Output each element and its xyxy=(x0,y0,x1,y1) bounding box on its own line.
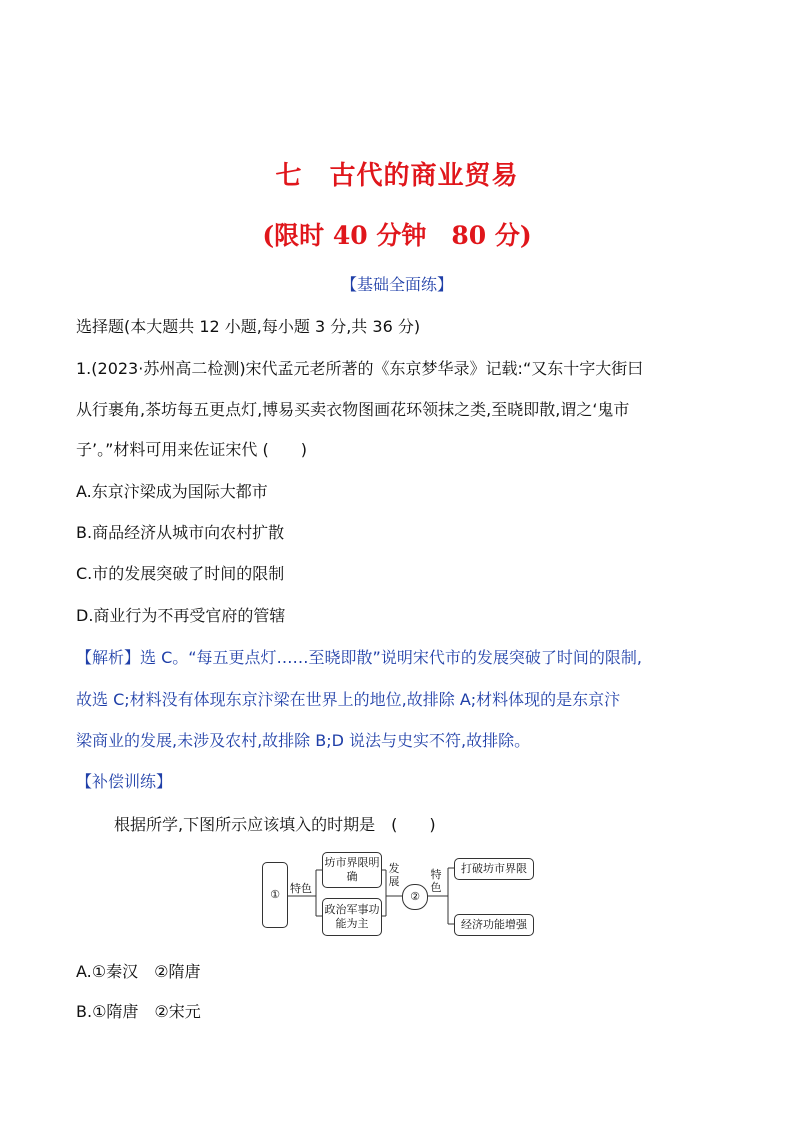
option-b: B.商品经济从城市向农村扩散 xyxy=(76,523,285,542)
diagram-box-break-boundary: 打破坊市界限 xyxy=(454,858,534,880)
page-title: 七 古代的商业贸易 xyxy=(275,161,519,191)
diagram-label-feature-2: 特色 xyxy=(430,868,442,894)
analysis-line-3: 梁商业的发展,未涉及农村,故排除 B;D 说法与史实不符,故排除。 xyxy=(76,731,531,750)
diagram-node-2: ② xyxy=(402,884,428,910)
diagram-box-political: 政治军事功能为主 xyxy=(322,898,382,936)
diagram-label-development: 发展 xyxy=(388,862,400,888)
supplement-heading: 【补偿训练】 xyxy=(76,772,173,791)
analysis-line-1: 【解析】选 C。“每五更点灯……至晓即散”说明宋代市的发展突破了时间的限制, xyxy=(76,648,642,667)
instructions: 选择题(本大题共 12 小题,每小题 3 分,共 36 分) xyxy=(76,317,421,336)
supplement-option-a: A.①秦汉 ②隋唐 xyxy=(76,962,201,981)
flow-diagram xyxy=(258,848,538,938)
option-c: C.市的发展突破了时间的限制 xyxy=(76,564,285,583)
diagram-box-boundary: 坊市界限明确 xyxy=(322,852,382,888)
option-d: D.商业行为不再受官府的管辖 xyxy=(76,606,286,625)
option-a: A.东京汴梁成为国际大都市 xyxy=(76,482,268,501)
question-1-line-2: 从行裹角,茶坊每五更点灯,博易买卖衣物图画花环领抹之类,至晓即散,谓之‘鬼市 xyxy=(76,400,630,419)
question-1-line-3: 子’。”材料可用来佐证宋代 ( ) xyxy=(76,440,307,459)
diagram-box-economic: 经济功能增强 xyxy=(454,914,534,936)
supplement-option-b: B.①隋唐 ②宋元 xyxy=(76,1002,201,1021)
analysis-line-2: 故选 C;材料没有体现东京汴梁在世界上的地位,故排除 A;材料体现的是东京汴 xyxy=(76,690,621,709)
diagram-label-feature-1: 特色 xyxy=(290,882,312,895)
section-heading: 【基础全面练】 xyxy=(340,275,453,294)
page-subtitle: (限时 40 分钟 80 分) xyxy=(262,221,532,250)
supplement-question: 根据所学,下图所示应该填入的时期是 ( ) xyxy=(114,815,436,834)
question-1-line-1: 1.(2023·苏州高二检测)宋代孟元老所著的《东京梦华录》记载:“又东十字大街曰 xyxy=(76,359,644,378)
diagram-node-1: ① xyxy=(262,862,288,928)
